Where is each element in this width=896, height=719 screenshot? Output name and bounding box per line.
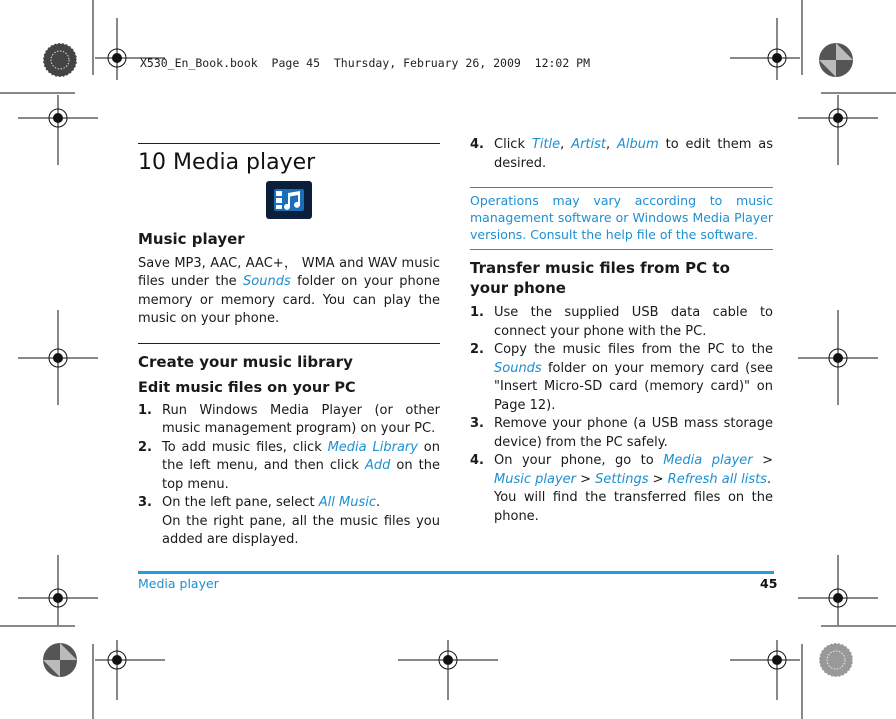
- note-box: Operations may vary according to music management software or Windows Media Player versions. Consult the help file of the software.: [470, 187, 773, 250]
- left-column: [138, 143, 440, 550]
- list-item: 3. Remove your phone (a USB mass storage device) from the PC safely.: [470, 416, 773, 450]
- page-number: 45: [760, 576, 778, 591]
- edit-steps-continued: [470, 136, 773, 173]
- list-item: 2. To add music files, click Media Library on the left menu, and then click Add on the top menu.: [138, 439, 440, 492]
- list-item: 3. On the left pane, select All Music. On the right pane, all the music files you added are displayed.: [138, 495, 440, 547]
- footer-section: Media player: [138, 576, 219, 591]
- chapter-rule: [138, 143, 440, 144]
- media-player-link: Media player: [663, 453, 753, 468]
- media-player-icon: [266, 181, 312, 219]
- sounds-link: Sounds: [243, 274, 291, 289]
- list-item: 1. Use the supplied USB data cable to connect your phone with the PC.: [470, 305, 773, 339]
- transfer-steps-list: [470, 304, 773, 526]
- list-item: 2. Copy the music files from the PC to the Sounds folder on your memory card (see "Insert Micro-SD card (memory card)" on Page 12).: [470, 342, 773, 413]
- list-item: 4. Click Title, Artist, Album to edit them as desired.: [470, 137, 774, 171]
- chapter-title: 10 Media player: [138, 150, 316, 175]
- all-music-link: All Music: [318, 495, 376, 510]
- section-rule: [138, 343, 440, 344]
- music-player-intro: Save MP3, AAC, AAC+， WMA and WAV music files under the Sounds folder on your phone memory or memory card. You can play the music on your phone.: [138, 255, 440, 326]
- artist-link: Artist: [571, 137, 606, 152]
- music-player-heading: Music player: [138, 229, 245, 248]
- edit-music-subheading: Edit music files on your PC: [138, 379, 356, 396]
- right-column: [470, 136, 773, 526]
- media-library-link: Media Library: [327, 439, 418, 455]
- sounds-link: Sounds: [494, 360, 542, 376]
- list-item: 1. Run Windows Media Player (or other music management program) on your PC.: [138, 402, 440, 436]
- title-link: Title: [531, 137, 561, 152]
- footer-rule: [138, 571, 774, 574]
- add-link: Add: [364, 458, 391, 473]
- list-item: 4. On your phone, go to Media player > Music player > Settings > Refresh all lists. You will find the transferred files on the phone.: [470, 453, 774, 524]
- settings-link: Settings: [595, 471, 649, 487]
- music-player-link: Music player: [494, 471, 576, 487]
- transfer-heading: Transfer music files from PC to your phone: [470, 259, 730, 297]
- create-library-heading: Create your music library: [138, 352, 353, 371]
- album-link: Album: [617, 137, 659, 152]
- edit-steps-list: [138, 402, 440, 550]
- print-header: X530_En_Book.book Page 45 Thursday, February 26, 2009 12:02 PM: [140, 56, 591, 70]
- refresh-all-lists-link: Refresh all lists: [667, 471, 767, 487]
